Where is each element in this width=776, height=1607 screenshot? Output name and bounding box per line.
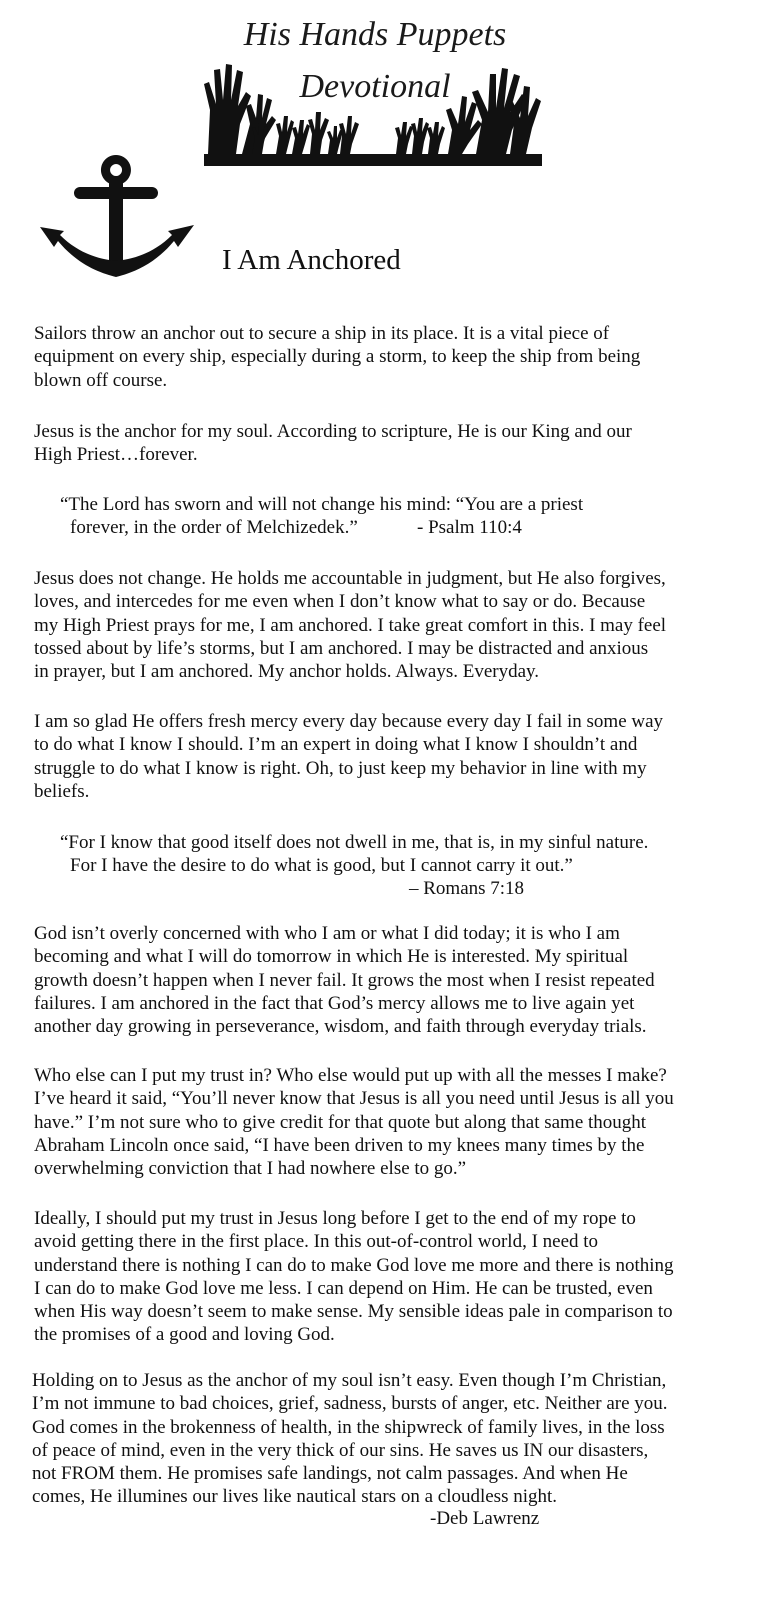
quote-1-line-1: “The Lord has sworn and will not change his mind: “You are a priest	[60, 494, 584, 515]
devotional-logo	[200, 12, 550, 172]
paragraph-6: Who else can I put my trust in? Who else would put up with all the messes I make? I’ve heard it said, “You’ll never know that Jesus is all you need until Jesus is all you have.” I’m not sure who to give credit for that quote but along that same thought Abraham Lincoln once said, “I have been driven to my knees many times by the overwhelming conviction that I had nowhere else to go.”	[34, 1065, 674, 1180]
paragraph-8: Holding on to Jesus as the anchor of my soul isn’t easy. Even though I’m Christian, I’m not immune to bad choices, grief, sadness, bursts of anger, etc. Neither are you. God comes in the brokenness of health, in the shipwreck of family lives, in the loss of peace of mind, even in the very thick of our sins. He saves us IN our disasters, not FROM them. He promises safe landings, not calm passages. And when He comes, He illumines our lives like nautical stars on a cloudless night.	[32, 1370, 668, 1508]
logo-title-line1: His Hands Puppets	[243, 16, 507, 53]
logo-title-line2: Devotional	[299, 68, 451, 105]
quote-1-line-2: forever, in the order of Melchizedek.”	[70, 517, 358, 538]
quote-1-reference: - Psalm 110:4	[417, 517, 522, 538]
author-signature: -Deb Lawrenz	[430, 1508, 540, 1529]
quote-2-line-1: “For I know that good itself does not dwell in me, that is, in my sinful nature.	[60, 832, 649, 853]
quote-2-line-2: For I have the desire to do what is good, but I cannot carry it out.”	[70, 855, 573, 876]
paragraph-5: God isn’t overly concerned with who I am or what I did today; it is who I am becoming and what I will do tomorrow in which He is interested. My spiritual growth doesn’t happen when I never fail. It grows the most when I resist repeated failures. I am anchored in the fact that God’s mercy allows me to live again yet another day growing in perseverance, wisdom, and faith through everyday trials.	[34, 923, 655, 1038]
paragraph-4: I am so glad He offers fresh mercy every day because every day I fail in some way to do what I know I should. I’m an expert in doing what I know I shouldn’t and struggle to do what I know is right. Oh, to just keep my behavior in line with my beliefs.	[34, 711, 664, 802]
paragraph-2: Jesus is the anchor for my soul. According to scripture, He is our King and our High Priest…forever.	[34, 421, 632, 466]
page-title: I Am Anchored	[222, 244, 401, 276]
quote-2-reference: – Romans 7:18	[409, 878, 525, 899]
paragraph-7: Ideally, I should put my trust in Jesus long before I get to the end of my rope to avoid getting there in the first place. In this out-of-control world, I need to understand there is nothing I can do to make God love me more and there is nothing I can do to make God love me less. I can depend on Him. He can be trusted, even when His way doesn’t seem to make sense. My sensible ideas pale in comparison to the promises of a good and loving God.	[34, 1208, 674, 1346]
paragraph-1: Sailors throw an anchor out to secure a ship in its place. It is a vital piece of equipment on every ship, especially during a storm, to keep the ship from being blown off course.	[34, 323, 641, 391]
paragraph-3: Jesus does not change. He holds me accountable in judgment, but He also forgives, loves, and intercedes for me even when I don’t know what to say or do. Because my High Priest prays for me, I am anchored. I take great comfort in this. I may feel tossed about by life’s storms, but I am anchored. I may be distracted and anxious in prayer, but I am anchored. My anchor holds. Always. Everyday.	[34, 568, 667, 683]
anchor-icon	[38, 155, 198, 285]
